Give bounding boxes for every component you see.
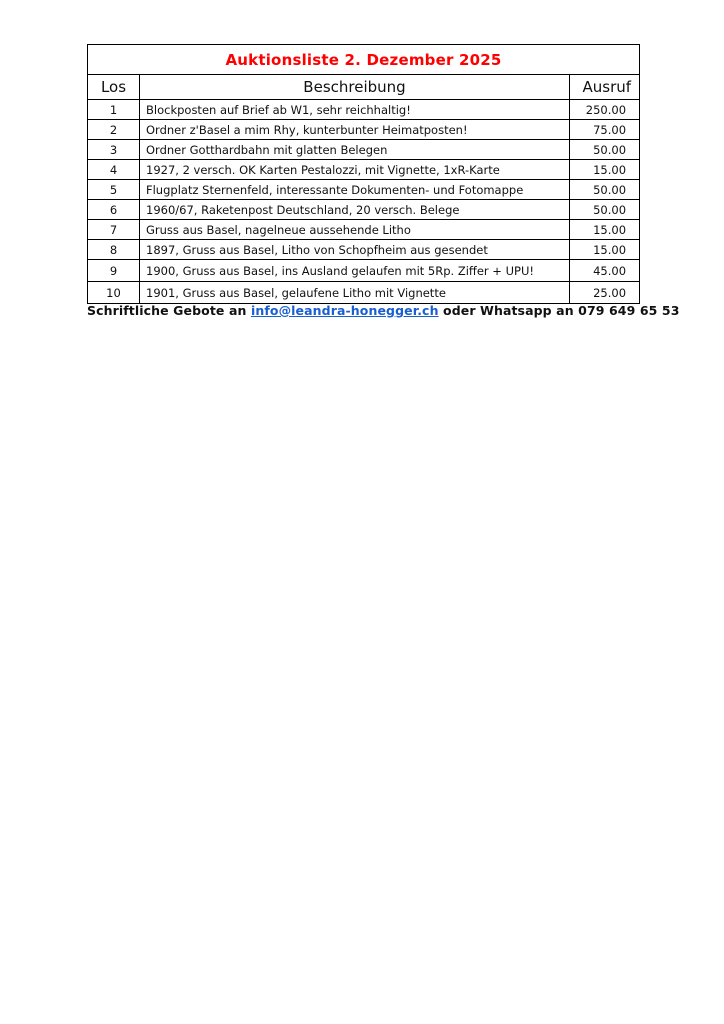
lot-description: Flugplatz Sternenfeld, interessante Dokumenten- und Fotomappe — [140, 180, 570, 200]
lot-number: 6 — [88, 200, 140, 220]
lot-starting-price: 15.00 — [570, 240, 640, 260]
lot-description: 1927, 2 versch. OK Karten Pestalozzi, mit Vignette, 1xR-Karte — [140, 160, 570, 180]
lot-number: 8 — [88, 240, 140, 260]
lot-number: 9 — [88, 260, 140, 282]
table-row — [88, 180, 640, 200]
table-row — [88, 140, 640, 160]
lot-number: 10 — [88, 282, 140, 304]
lot-starting-price: 50.00 — [570, 200, 640, 220]
lot-description: 1897, Gruss aus Basel, Litho von Schopfheim aus gesendet — [140, 240, 570, 260]
lot-number: 7 — [88, 220, 140, 240]
auction-title: Auktionsliste 2. Dezember 2025 — [88, 45, 640, 75]
lot-number: 3 — [88, 140, 140, 160]
table-row — [88, 220, 640, 240]
table-row — [88, 160, 640, 180]
lot-starting-price: 50.00 — [570, 140, 640, 160]
column-header-beschreibung: Beschreibung — [140, 75, 570, 100]
lot-starting-price: 15.00 — [570, 160, 640, 180]
bid-instructions-suffix: oder Whatsapp an 079 649 65 53 — [438, 303, 680, 318]
lot-description: 1900, Gruss aus Basel, ins Ausland gelaufen mit 5Rp. Ziffer + UPU! — [140, 260, 570, 282]
table-row — [88, 260, 640, 282]
lot-starting-price: 250.00 — [570, 100, 640, 120]
table-row — [88, 282, 640, 304]
lot-starting-price: 45.00 — [570, 260, 640, 282]
bid-instructions — [87, 303, 680, 318]
auction-table — [87, 44, 640, 304]
column-header-los: Los — [88, 75, 140, 100]
table-row — [88, 120, 640, 140]
lot-description: Ordner Gotthardbahn mit glatten Belegen — [140, 140, 570, 160]
auction-list-sheet — [87, 44, 639, 304]
lot-starting-price: 50.00 — [570, 180, 640, 200]
column-header-ausruf: Ausruf — [570, 75, 640, 100]
lot-number: 1 — [88, 100, 140, 120]
lot-description: Blockposten auf Brief ab W1, sehr reichhaltig! — [140, 100, 570, 120]
lot-number: 2 — [88, 120, 140, 140]
table-row — [88, 200, 640, 220]
table-row — [88, 100, 640, 120]
lot-description: 1960/67, Raketenpost Deutschland, 20 versch. Belege — [140, 200, 570, 220]
lot-starting-price: 15.00 — [570, 220, 640, 240]
lot-number: 4 — [88, 160, 140, 180]
lot-starting-price: 25.00 — [570, 282, 640, 304]
bid-instructions-prefix: Schriftliche Gebote an — [87, 303, 251, 318]
table-row — [88, 240, 640, 260]
lot-starting-price: 75.00 — [570, 120, 640, 140]
lot-description: Ordner z'Basel a mim Rhy, kunterbunter Heimatposten! — [140, 120, 570, 140]
lot-number: 5 — [88, 180, 140, 200]
email-link[interactable]: info@leandra-honegger.ch — [250, 303, 439, 318]
lot-description: Gruss aus Basel, nagelneue aussehende Litho — [140, 220, 570, 240]
lot-description: 1901, Gruss aus Basel, gelaufene Litho mit Vignette — [140, 282, 570, 304]
